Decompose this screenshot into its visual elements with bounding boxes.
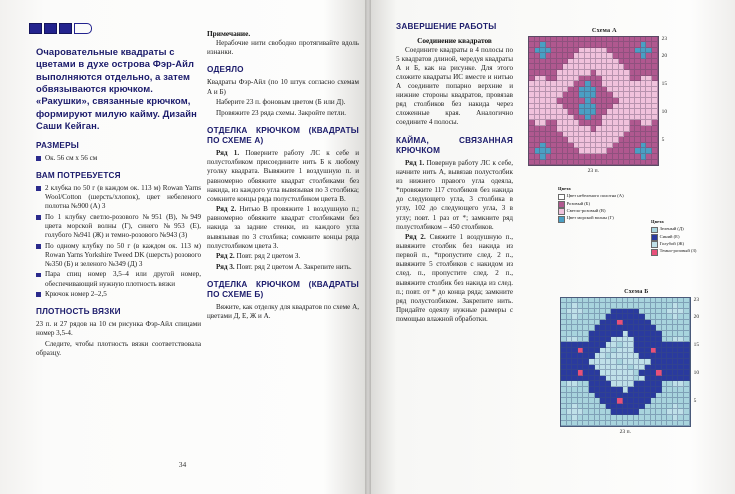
border-row-1-text: Повернув работу ЛС к себе, начните нить А, вывязав полустолбик из нижнего правого угла одеяла, *провяжите 117 столбиков без накида до следующего угла, 3 столбика в углу, 102 до следующего угла, 3 в углу; повт. 1 раз от *; замкните ряд полустолбиком – 450 столбиков. [396,159,513,231]
blanket-step-2: Провяжите 23 ряда схемы. Закройте петли. [216,108,347,117]
heading-sizes: РАЗМЕРЫ [36,141,79,151]
chart-a-legend [558,186,648,223]
chart-b-grid [560,297,691,428]
legend-swatch [558,208,565,215]
legend-label: Синий (Е) [659,233,680,239]
legend-item [558,215,648,222]
chart-cell [652,160,658,166]
chapter-rule-decoration [29,23,92,34]
border-row-2-label: Ряд 2. [405,233,426,242]
legend-item [558,201,648,208]
row-a2b-text: Повт. ряд 2 цветом З. [236,252,301,261]
book-gutter [365,0,371,494]
row-a1 [207,149,359,203]
legend-a-heading: Цвета [558,186,571,191]
note-body: Нерабочие нити свободно протягивайте вдоль изнанки. [207,39,359,57]
legend-swatch [558,216,565,223]
gauge-text-1: 23 п. и 27 рядов на 10 см рисунка Фэр-Айл спицами номер 3,5-4. [36,320,201,338]
row-a3 [207,263,359,272]
chart-a-title: Схема А [591,27,617,34]
y-tick-label: 15 [693,342,700,349]
row-a2-text: Нитью В провяжите 1 воздушную п.; равномерно обвяжите квадрат столбиками без накида за задние стенки, из каждого угла вывязывая по 3 столбика; сомкните концы ряда полустолбиком цвета З. [207,205,359,250]
heading-materials: ВАМ ПОТРЕБУЕТСЯ [36,171,121,181]
chart-cell [684,421,690,427]
legend-label: Цвет морской волны (Г) [566,215,614,221]
y-tick-label: 10 [661,109,668,116]
deco-block-4 [74,23,92,34]
legend-swatch [558,201,565,208]
deco-block-2 [44,23,57,34]
deco-block-1 [29,23,42,34]
chart-b-legend [651,219,735,256]
legend-swatch [558,194,565,201]
chart-b [560,288,713,435]
heading-blanket: ОДЕЯЛО [207,65,244,75]
legend-label: Голубой (Ж) [659,240,685,246]
y-tick-label: 23 [693,297,700,304]
legend-item [651,248,735,255]
border-row-2 [396,233,513,324]
y-tick-label: 15 [661,81,668,88]
legend-item [651,234,735,241]
border-row-1-label: Ряд 1. [405,159,425,168]
text-column-2 [207,26,359,323]
chart-grid-row [561,421,690,427]
joining-subtitle: Соединение квадратов [417,35,492,45]
chart-b-x-label: 23 п. [619,428,632,435]
chart-a-x-label: 23 п. [587,167,600,174]
material-item: 2 клубка по 50 г (в каждом ок. 113 м) Rowan Yarns Wool/Cotton (шерсть/хлопок), цвет небеленого полотна №900 (А) 3 [36,184,201,211]
row-a3-label: Ряд 3. [216,262,235,271]
chart-a-y-axis [659,36,681,167]
row-a1-text: Поверните работу ЛС к себе и полустолбиком присоедините нить Б к любому уголку квадрата. Вывяжите 1 воздушную п. и равномерно обвяжите квадрат столбиками без накида, из каждого угла вывязывая по 3 столбика; сомкните концы ряда полустолбиком цвета В. [207,149,360,203]
legend-swatch [651,241,658,248]
legend-label: Темно-розовый (З) [659,248,697,254]
joining-body: Соедините квадраты в 4 полосы по 5 квадратов длиной, чередуя квадраты А и Б, как на рисунке. Для этого сложите квадраты ИС вместе и нитью А соедините попарно верхние и нижние стороны квадратов, провязав ряд столбиков без накида через сложенные края. Аналогично соедините 4 полосы. [396,45,513,127]
gauge-text-2: Следите, чтобы плотность вязки соответствовала образцу. [36,339,201,357]
material-item: По 1 клубку светло-розового №951 (В), №949 цвета морской волны (Г), синего №953 (Е), голубого №941 (Ж) и темно-розового №943 (З) [36,213,201,240]
deco-block-3 [59,23,72,34]
legend-label: Розовый (Б) [566,200,590,206]
y-tick-label: 20 [661,53,668,60]
heading-gauge: ПЛОТНОСТЬ ВЯЗКИ [36,307,121,317]
material-item: Пара спиц номер 3,5–4 или другой номер, обеспечивающий нужную плотность вязки [36,270,201,288]
heading-finishing: ЗАВЕРШЕНИЕ РАБОТЫ [396,22,497,31]
legend-swatch [651,249,658,256]
y-tick-label: 10 [693,370,700,377]
y-tick-label: 23 [661,36,668,43]
legend-item [651,241,735,248]
chart-a-grid [528,36,659,167]
text-column-3 [396,22,513,325]
row-a2 [207,205,359,250]
note-heading: Примечание. [207,29,251,38]
chart-b-y-axis [691,297,713,428]
chart-a [528,27,681,174]
row-a1-label: Ряд 1. [216,149,240,158]
material-item: По одному клубку по 50 г (в каждом ок. 113 м) Rowan Yarns Yorkshire Tweed DK (шерсть) розового №350 (Б) и зеленого №349 (Д) 3 [36,242,201,269]
y-tick-label: 5 [661,137,665,144]
border-row-2-text: Свяжите 1 воздушную п., вывяжите столбик без накида из первой п., *пропустите след. 2 п., вывяжите 5 столбиков с накидом из след. п., пропустите след. 2 п., вывяжите столбик без накида из след. п.; повт. от * до конца ряда; замкните ряд полустолбиком. Закрепите нить. Придайте одеялу нужные размеры с помощью влажной обработки. [396,233,513,323]
y-tick-label: 5 [693,398,697,405]
legend-item [558,193,648,200]
y-tick-label: 20 [693,314,700,321]
legend-swatch [651,227,658,234]
legend-item [651,226,735,233]
finish-b-text: Вяжите, как отделку для квадратов по схеме А, цветами Д, Е, Ж и А. [207,303,359,321]
legend-item [558,208,648,215]
heading-crochet-border: КАЙМА, СВЯЗАННАЯ КРЮЧКОМ [396,135,513,156]
row-a3-text: Повт. ряд 2 цветом А. Закрепите нить. [236,262,352,271]
row-a2b-label: Ряд 2. [216,252,235,261]
legend-b-heading: Цвета [651,219,664,224]
blanket-step-1: Наберите 23 п. фоновым цветом (Б или Д). [216,98,346,107]
legend-label: Светло-розовый (В) [566,207,606,213]
chart-b-title: Схема Б [624,288,649,295]
heading-finish-chart-a: ОТДЕЛКА КРЮЧКОМ (КВАДРАТЫ ПО СХЕМЕ А) [207,125,359,146]
legend-swatch [651,234,658,241]
size-item: Ок. 56 см х 56 см [36,154,201,163]
row-a2b [207,252,359,261]
blanket-subtitle: Квадраты Фэр-Айл (по 10 штук согласно схемам А и Б) [207,78,359,96]
legend-label: Зеленый (Д) [659,226,684,232]
text-column-1 [36,46,201,360]
heading-finish-chart-b: ОТДЕЛКА КРЮЧКОМ (КВАДРАТЫ ПО СХЕМЕ Б) [207,279,359,300]
page-number: 34 [178,460,187,469]
intro-paragraph: Очаровательные квадраты с цветами в духе острова Фэр-Айл выполняются отдельно, а затем обвязываются крючком. «Ракушки», связанные крючком, формируют милую кайму. Дизайн Саши Кейган. [36,46,197,131]
border-row-1 [396,159,513,232]
chart-grid-row [529,160,658,166]
legend-label: Цвет небеленого полотна (А) [566,193,624,199]
row-a2-label: Ряд 2. [216,205,237,214]
material-item: Крючок номер 2–2,5 [36,290,201,299]
